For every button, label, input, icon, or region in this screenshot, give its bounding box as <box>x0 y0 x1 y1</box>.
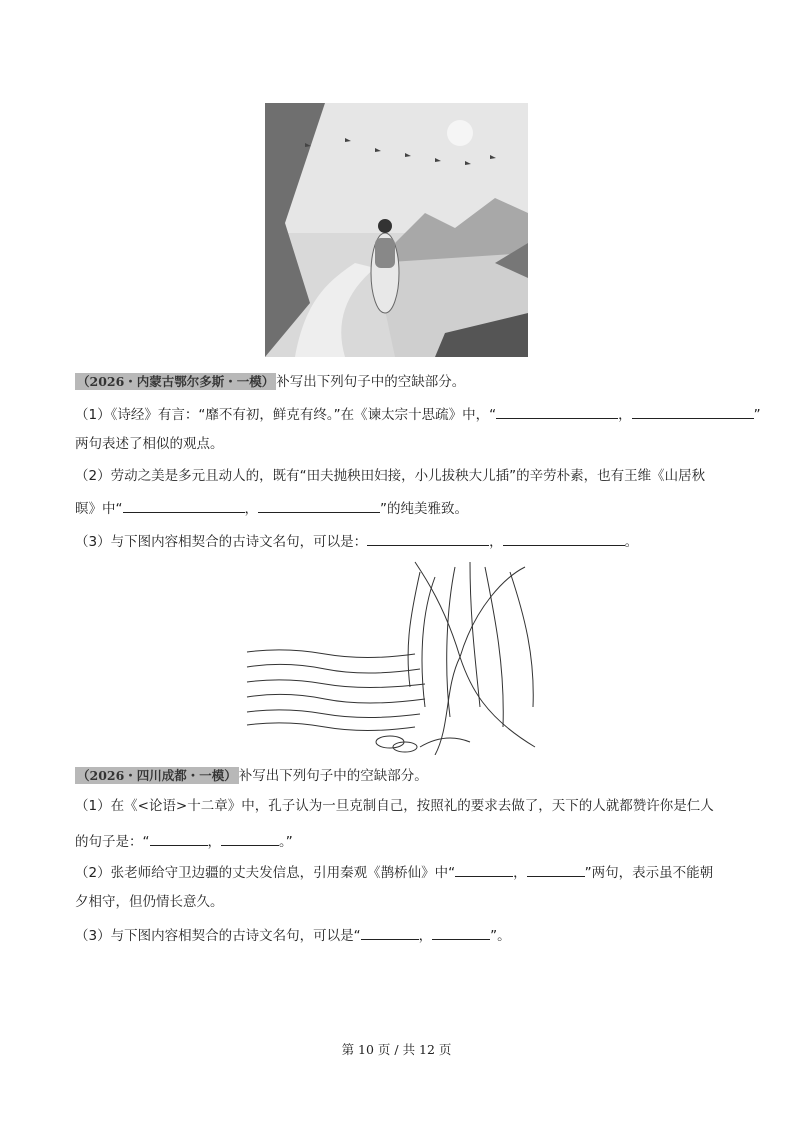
item-text: 暝》中“ <box>75 501 123 517</box>
question-1-header <box>75 373 465 391</box>
answer-blank[interactable] <box>632 404 754 419</box>
item-text: （1）《诗经》有言：“靡不有初，鲜克有终。”在《谏太宗十思疏》中，“ <box>75 407 497 423</box>
item-text: ， <box>244 501 258 517</box>
answer-blank[interactable] <box>432 925 490 940</box>
question-2-item-3 <box>75 925 511 945</box>
item-text: 。 <box>624 534 639 550</box>
answer-blank[interactable] <box>496 404 618 419</box>
answer-blank[interactable] <box>503 531 625 546</box>
answer-blank[interactable] <box>367 531 489 546</box>
item-text: （3）与下图内容相契合的古诗文名句，可以是“ <box>75 928 361 944</box>
item-text: ”的纯美雅致。 <box>380 501 468 517</box>
question-2-item-2 <box>75 862 713 882</box>
item-text: ， <box>618 407 632 423</box>
answer-blank[interactable] <box>527 862 585 877</box>
item-text: （2）张老师给守卫边疆的丈夫发信息，引用秦观《鹊桥仙》中“ <box>75 865 456 881</box>
item-text: 的句子是：“ <box>75 834 150 850</box>
page-number-footer: 第 10 页 / 共 12 页 <box>341 1042 452 1057</box>
question-1-item-3 <box>75 531 638 551</box>
item-text: ”。 <box>490 928 511 944</box>
answer-blank[interactable] <box>150 831 208 846</box>
question-2-item-1 <box>75 831 293 851</box>
item-text: ”两句，表示虽不能朝 <box>584 865 714 881</box>
answer-blank[interactable] <box>258 498 380 513</box>
answer-blank[interactable] <box>455 862 513 877</box>
willow-tree-drawing <box>245 557 548 755</box>
answer-blank[interactable] <box>361 925 419 940</box>
answer-blank[interactable] <box>221 831 279 846</box>
item-text: （3）与下图内容相契合的古诗文名句，可以是： <box>75 534 368 550</box>
item-text: ， <box>513 865 527 881</box>
item-text: 两句表述了相似的观点。 <box>75 436 224 452</box>
question-2-header <box>75 767 428 785</box>
question-1-item-1 <box>75 404 761 424</box>
item-text: ， <box>207 834 221 850</box>
question-intro: 补写出下列句子中的空缺部分。 <box>238 768 428 784</box>
item-text: （2）劳动之美是多元且动人的，既有“田夫抛秧田妇接，小儿拔秧大儿插”的辛劳朴素，也有王维《山居秋 <box>75 468 706 484</box>
source-tag: （2026・四川成都・一模） <box>77 768 237 783</box>
item-text: ， <box>418 928 433 944</box>
item-text: ， <box>489 534 503 550</box>
item-text: 夕相守，但仍情长意久。 <box>75 894 224 910</box>
item-text: 。” <box>279 834 293 850</box>
question-1-item-2 <box>75 498 468 518</box>
answer-blank[interactable] <box>123 498 245 513</box>
source-tag: （2026・内蒙古鄂尔多斯・一模） <box>77 374 275 389</box>
question-intro: 补写出下列句子中的空缺部分。 <box>276 374 466 390</box>
item-text: ” <box>753 407 761 423</box>
landscape-traveler-image <box>265 103 528 357</box>
item-text: （1）在《<论语>十二章》中，孔子认为一旦克制自己，按照礼的要求去做了，天下的人就都赞许你是仁人 <box>75 798 714 814</box>
